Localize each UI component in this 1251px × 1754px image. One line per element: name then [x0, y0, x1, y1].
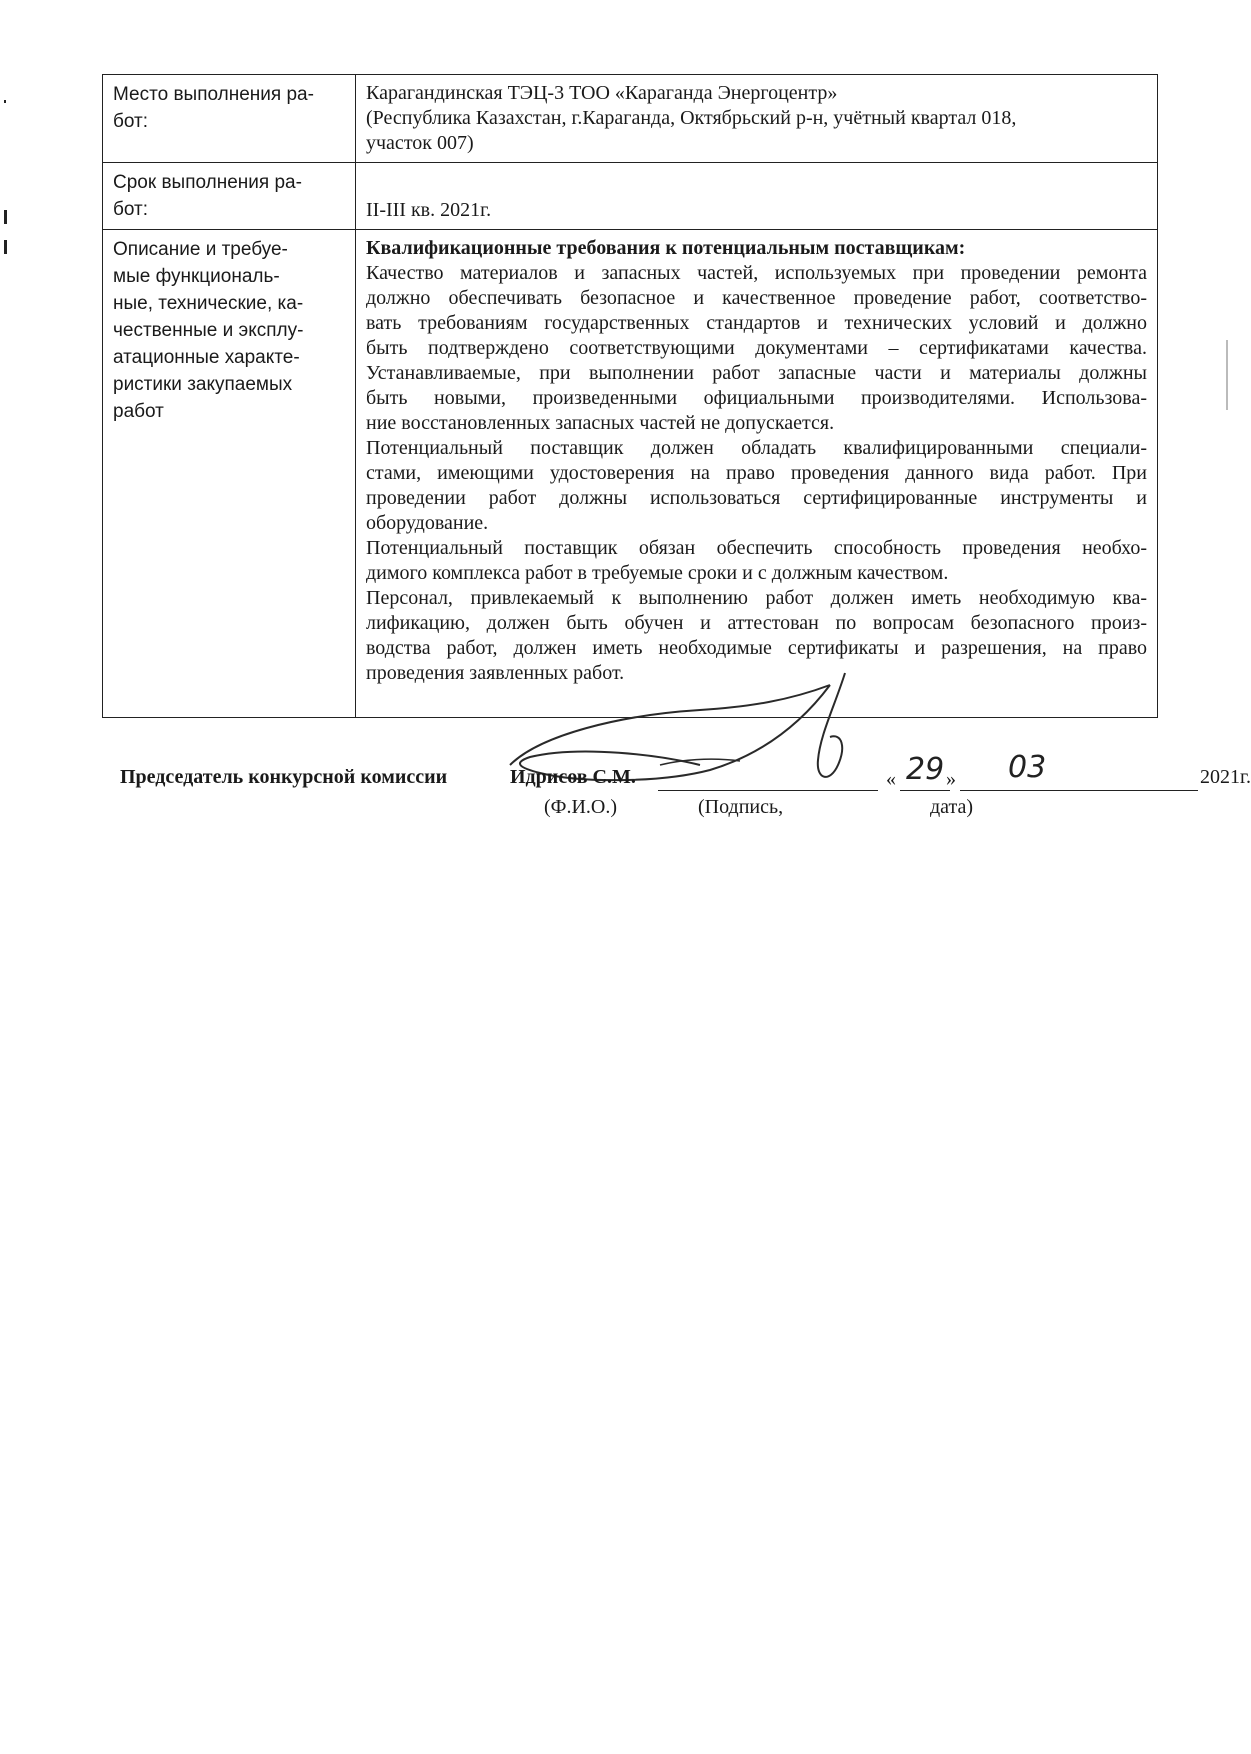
content-cell-location — [356, 75, 1158, 163]
paragraph-line: проведении работ должны использоваться сертифицированные инструменты и — [366, 487, 1147, 509]
paragraph-line: водства работ, должен иметь необходимые сертификаты и разрешения, на право — [366, 637, 1147, 659]
signature-block — [120, 750, 1251, 818]
paragraph-line: стами, имеющими удостоверения на право проведения данного вида работ. При — [366, 462, 1147, 484]
paragraph-line: должно обеспечивать безопасное и качественное проведение работ, соответство- — [366, 287, 1147, 309]
label-cell-term — [103, 163, 356, 230]
label-line: Описание и требуе- — [113, 239, 288, 260]
paragraph-line: Потенциальный поставщик должен обладать квалифицированными специали- — [366, 437, 1147, 459]
scan-mark — [1226, 340, 1228, 410]
paragraph-line: оборудование. — [366, 512, 489, 534]
caption-signature: (Подпись, — [698, 796, 784, 818]
content-cell-description — [356, 230, 1158, 718]
date-day: 29 — [906, 752, 945, 787]
table-row-description — [103, 230, 1158, 718]
label-line: чественные и эксплу- — [113, 320, 304, 341]
scan-mark — [4, 240, 7, 254]
label-line: бот: — [113, 111, 149, 132]
paragraph-line: Персонал, привлекаемый к выполнению работ должен иметь необходимую ква- — [366, 587, 1147, 609]
content-cell-term — [356, 163, 1158, 230]
label-line: ристики закупаемых — [113, 374, 293, 395]
label-cell-location — [103, 75, 356, 163]
caption-date: дата) — [930, 796, 974, 818]
table-row-location — [103, 75, 1158, 163]
label-line: мые функциональ- — [113, 266, 280, 287]
chair-name: Идрисов С.М. — [510, 766, 636, 788]
scan-mark — [4, 210, 7, 224]
scan-mark — [4, 100, 6, 103]
label-line: бот: — [113, 199, 149, 220]
paragraph-line: Устанавливаемые, при выполнении работ запасные части и материалы должны — [366, 362, 1147, 384]
quote-open: « — [886, 768, 896, 790]
caption-fio: (Ф.И.О.) — [544, 796, 618, 818]
content-line: Карагандинская ТЭЦ-3 ТОО «Караганда Энергоцентр» — [366, 82, 838, 104]
content-line: (Республика Казахстан, г.Караганда, Октябрьский р-н, учётный квартал 018, — [366, 107, 1017, 129]
paragraph-line: быть подтверждено соответствующими документами – сертификатами качества. — [366, 337, 1147, 359]
content-line: II-III кв. 2021г. — [366, 199, 492, 221]
month-line — [960, 790, 1198, 791]
paragraph-line: Качество материалов и запасных частей, используемых при проведении ремонта — [366, 262, 1147, 284]
paragraph-line: Потенциальный поставщик обязан обеспечить способность проведения необхо- — [366, 537, 1147, 559]
label-line: работ — [113, 401, 164, 422]
requirements-table — [102, 74, 1158, 718]
content-line: участок 007) — [366, 132, 474, 154]
day-line — [900, 790, 950, 791]
paragraph-line: ние восстановленных запасных частей не допускается. — [366, 412, 835, 434]
table-row-term — [103, 163, 1158, 230]
paragraph-line: димого комплекса работ в требуемые сроки и с должным качеством. — [366, 562, 949, 584]
label-line: ные, технические, ка- — [113, 293, 304, 314]
quote-close: » — [946, 768, 956, 790]
date-month: 03 — [1008, 750, 1047, 785]
chair-label: Председатель конкурсной комиссии — [120, 766, 448, 788]
label-line: Место выполнения ра- — [113, 84, 314, 105]
label-line: Срок выполнения ра- — [113, 172, 302, 193]
paragraph-line: быть новыми, произведенными официальными производителями. Использова- — [366, 387, 1147, 409]
paragraph-line: лификацию, должен быть обучен и аттестован по вопросам безопасного произ- — [366, 612, 1147, 634]
label-cell-description — [103, 230, 356, 718]
label-line: атационные характе- — [113, 347, 300, 368]
paragraph-line: вать требованиям государственных стандартов и технических условий и должно — [366, 312, 1147, 334]
date-year: 2021г. — [1200, 766, 1251, 788]
requirements-heading: Квалификационные требования к потенциальным поставщикам: — [366, 237, 966, 259]
signature-line — [658, 790, 878, 791]
paragraph-line: проведения заявленных работ. — [366, 662, 625, 684]
